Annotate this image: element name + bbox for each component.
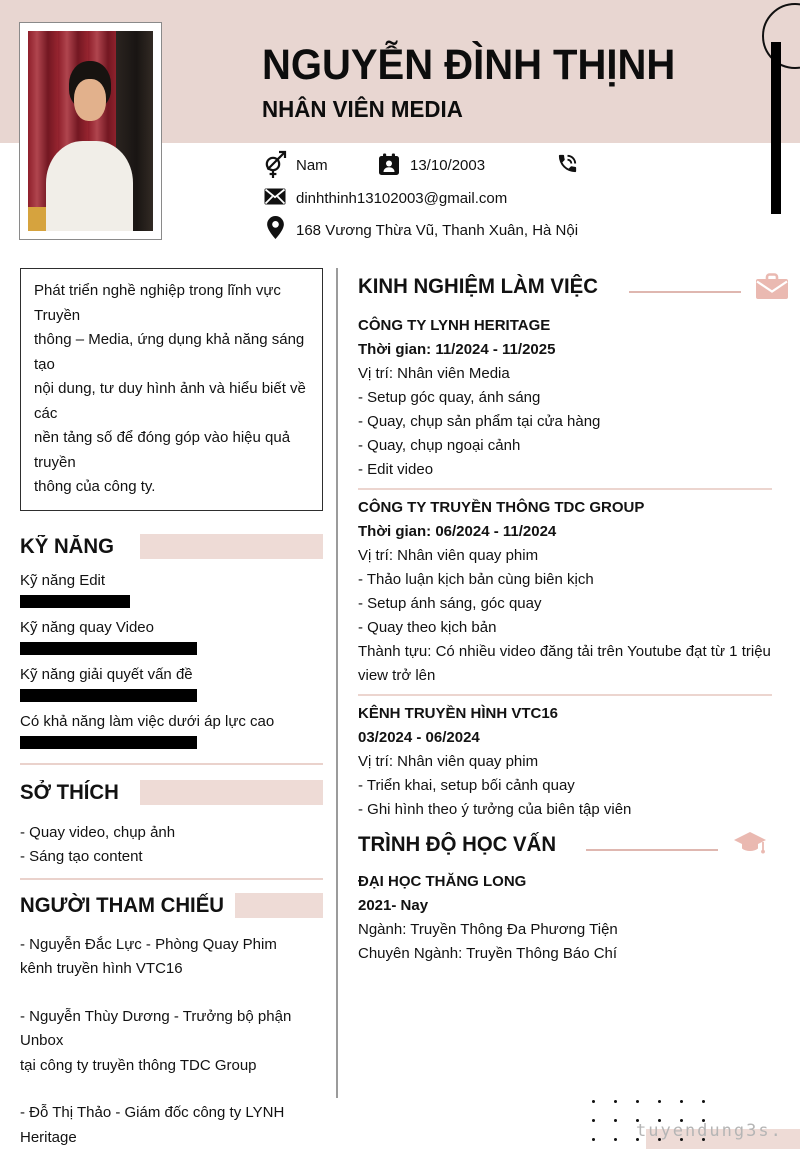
skill-level-bar: [20, 689, 197, 702]
hobby-item: - Quay video, chụp ảnh: [20, 823, 176, 841]
column-divider: [336, 268, 338, 1098]
objective-line: Phát triển nghề nghiệp trong lĩnh vực Truyền: [34, 282, 281, 324]
school-name: ĐẠI HỌC THĂNG LONG: [358, 873, 527, 890]
dot: [592, 1138, 595, 1141]
profile-photo: [28, 31, 153, 231]
job-divider: [358, 488, 772, 490]
photo-face: [74, 79, 105, 121]
job-company: KÊNH TRUYỀN HÌNH VTC16: [358, 705, 559, 722]
heading-highlight: [140, 534, 323, 559]
briefcase-icon: [755, 272, 789, 305]
heading-highlight: [235, 893, 323, 918]
heading-rule: [629, 291, 741, 293]
job-period: 03/2024 - 06/2024: [358, 729, 480, 746]
skill-level-bar: [20, 595, 130, 608]
dot: [592, 1119, 595, 1122]
gender-value: Nam: [296, 157, 328, 174]
job-period: Thời gian: 11/2024 - 11/2025: [358, 341, 556, 358]
graduation-cap-icon: [732, 830, 768, 863]
skills-list: [20, 572, 323, 749]
job-company: CÔNG TY LYNH HERITAGE: [358, 317, 551, 334]
reference-entry: - Đỗ Thị Thảo - Giám đốc công ty LYNH Heritage: [20, 1104, 285, 1146]
dob-value: 13/10/2003: [410, 157, 486, 174]
birthday-calendar-icon: [378, 153, 400, 181]
experience-heading: KINH NGHIỆM LÀM VIỆC: [358, 272, 789, 302]
skill-item: Kỹ năng giải quyết vấn đề: [20, 666, 323, 702]
candidate-name: NGUYỄN ĐÌNH THỊNH: [262, 41, 676, 89]
dot: [614, 1138, 617, 1141]
address-value: 168 Vương Thừa Vũ, Thanh Xuân, Hà Nội: [296, 222, 579, 239]
education-period: 2021- Nay: [358, 897, 429, 914]
objective-line: thông của công ty.: [34, 478, 156, 495]
candidate-title: NHÂN VIÊN MEDIA: [262, 96, 463, 122]
phone-icon: [556, 152, 579, 180]
objective-line: nền tảng số để đóng góp vào hiệu quả truyền: [34, 429, 291, 471]
hobby-item: - Sáng tạo content: [20, 848, 143, 865]
skills-heading: KỸ NĂNG: [20, 535, 323, 561]
right-column: [358, 268, 789, 966]
heading-highlight: [140, 780, 323, 805]
job-entry: CÔNG TY LYNH HERITAGE Thời gian: 11/2024 - 11/2025 Vị trí: Nhân viên Media - Setup góc quay, ánh sáng - Quay, chụp sản phẩm tại cửa hàng - Quay, chụp ngoại cảnh - Edit video: [358, 314, 789, 482]
reference-entry: - Nguyễn Thùy Dương - Trưởng bộ phận Unbox tại công ty truyền thông TDC Group: [20, 1007, 292, 1074]
job-entry: CÔNG TY TRUYỀN THÔNG TDC GROUP Thời gian: 06/2024 - 11/2024 Vị trí: Nhân viên quay phim - Thảo luận kịch bản cùng biên kịch - Setup ánh sáng, góc quay - Quay theo kịch bản Thành tựu: Có nhiều video đăng tải trên Youtube đạt từ 1 triệu view trở lên: [358, 496, 789, 688]
location-icon: [267, 216, 284, 244]
email-value: dinhthinh13102003@gmail.com: [296, 190, 508, 207]
job-divider: [358, 694, 772, 696]
hobbies-heading: SỞ THÍCH: [20, 781, 323, 807]
gender-icon: [263, 150, 289, 185]
references-heading: NGƯỜI THAM CHIẾU: [20, 894, 323, 920]
education-heading: TRÌNH ĐỘ HỌC VẤN: [358, 830, 789, 860]
dot: [592, 1100, 595, 1103]
watermark: tuyendung3s.: [636, 1121, 783, 1141]
dot: [658, 1100, 661, 1103]
photo-shirt: [46, 141, 134, 231]
objective-line: nội dung, tư duy hình ảnh và hiểu biết về các: [34, 380, 306, 422]
job-entry: KÊNH TRUYỀN HÌNH VTC16 03/2024 - 06/2024 Vị trí: Nhân viên quay phim - Triển khai, setup bối cảnh quay - Ghi hình theo ý tưởng của biên tập viên: [358, 702, 789, 822]
decorative-bar: [771, 42, 781, 214]
reference-entry: - Nguyễn Đắc Lực - Phòng Quay Phim kênh truyền hình VTC16: [20, 935, 277, 977]
dot: [614, 1119, 617, 1122]
dot: [636, 1100, 639, 1103]
left-column: [20, 268, 323, 1149]
skill-level-bar: [20, 736, 197, 749]
profile-photo-frame: [19, 22, 162, 240]
section-divider: [20, 763, 323, 765]
dot: [680, 1100, 683, 1103]
dot: [614, 1100, 617, 1103]
skill-level-bar: [20, 642, 197, 655]
job-company: CÔNG TY TRUYỀN THÔNG TDC GROUP: [358, 499, 645, 516]
dot: [702, 1100, 705, 1103]
skill-item: Có khả năng làm việc dưới áp lực cao: [20, 713, 323, 749]
objective-box: [20, 268, 323, 511]
email-icon: [264, 188, 286, 210]
job-period: Thời gian: 06/2024 - 11/2024: [358, 523, 557, 540]
education-entry: ĐẠI HỌC THĂNG LONG 2021- Nay Ngành: Truyền Thông Đa Phương Tiện Chuyên Ngành: Truyền Thông Báo Chí: [358, 870, 789, 966]
skill-item: Kỹ năng Edit: [20, 572, 323, 608]
section-divider: [20, 878, 323, 880]
heading-rule: [586, 849, 718, 851]
skill-item: Kỹ năng quay Video: [20, 619, 323, 655]
objective-line: thông – Media, ứng dụng khả năng sáng tạo: [34, 331, 305, 373]
hobbies-list: [20, 821, 323, 870]
